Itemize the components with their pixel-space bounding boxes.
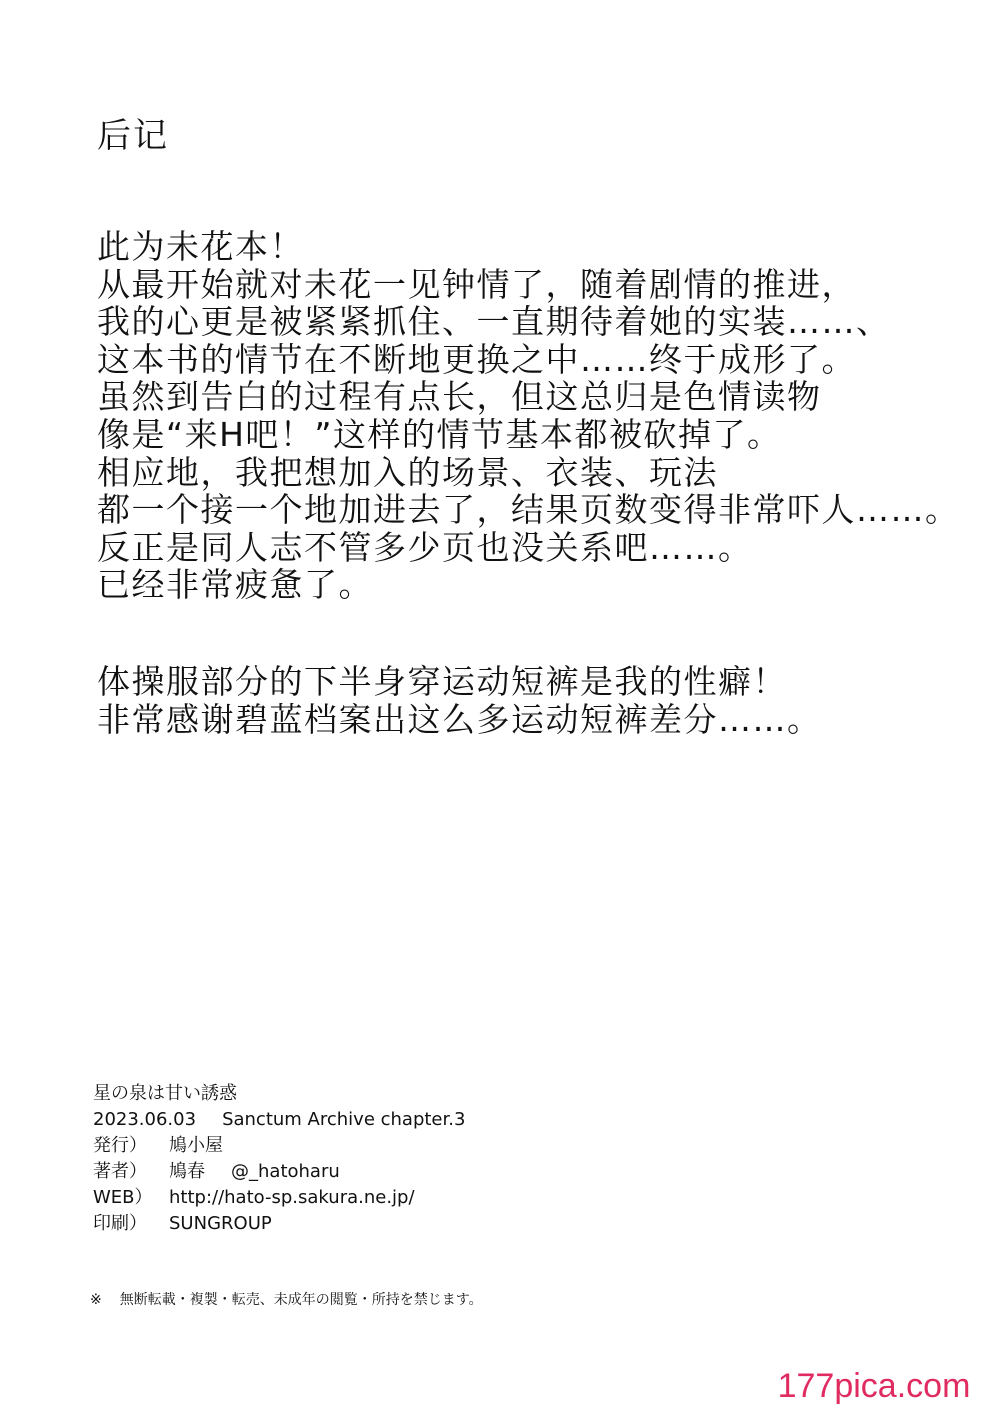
text-line: 相应地，我把想加入的场景、衣装、玩法 [97,452,718,492]
afterword-paragraph-1 [97,228,960,604]
colophon-date-row [93,1107,465,1133]
text-line: 像是“来H吧！”这样的情节基本都被砍掉了。 [97,414,782,454]
reference-mark-icon: ※ [90,1292,102,1308]
colophon [93,1081,465,1237]
colophon-web-row [93,1185,465,1211]
text-line: 从最开始就对未花一见钟情了，随着剧情的推进， [97,264,856,304]
author-name: 鳩春 [169,1161,205,1182]
colophon-book-title-row [93,1081,465,1107]
text-line: 反正是同人志不管多少页也没关系吧……。 [97,527,753,567]
publisher-name: 鳩小屋 [169,1135,223,1156]
site-watermark: 177pica.com [760,1363,988,1409]
publish-date: 2023.06.03 [93,1109,197,1130]
printer-name: SUNGROUP [169,1213,272,1234]
web-url: http://hato-sp.sakura.ne.jp/ [169,1187,415,1208]
publisher-label: 発行） [93,1135,147,1156]
text-line: 这本书的情节在不断地更换之中……终于成形了。 [97,339,856,379]
printer-label: 印刷） [93,1213,147,1234]
author-handle: @_hatoharu [231,1161,340,1182]
event-name: Sanctum Archive chapter.3 [222,1109,466,1130]
text-line: 都一个接一个地加进去了，结果页数变得非常吓人……。 [97,490,960,530]
colophon-publisher-row [93,1133,465,1159]
colophon-author-row [93,1159,465,1185]
text-line: 已经非常疲惫了。 [97,565,373,605]
copyright-notice [90,1290,483,1310]
text-line: 虽然到告白的过程有点长，但这总归是色情读物 [97,377,822,417]
text-line: 非常感谢碧蓝档案出这么多运动短裤差分……。 [97,699,822,739]
colophon-printer-row [93,1211,465,1237]
afterword-title: 后记 [97,116,169,156]
text-line: 我的心更是被紧紧抓住、一直期待着她的实装……、 [97,302,891,342]
author-label: 著者） [93,1161,147,1182]
text-line: 体操服部分的下半身穿运动短裤是我的性癖！ [97,662,787,701]
afterword-paragraph-2 [97,663,822,738]
text-line: 此为未花本！ [97,227,304,266]
notice-text: 無断転載・複製・転売、未成年の閲覧・所持を禁じます。 [119,1292,483,1308]
web-label: WEB） [93,1187,153,1208]
book-title: 星の泉は甘い誘惑 [93,1083,237,1104]
